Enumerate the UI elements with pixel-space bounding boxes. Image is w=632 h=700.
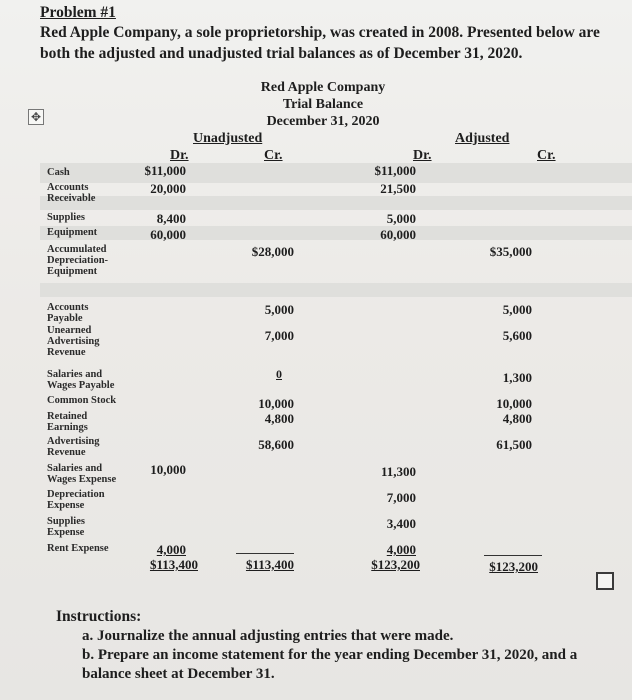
- adjusted-dr-amount: 60,000: [380, 227, 416, 242]
- account-name: Common Stock: [47, 395, 117, 406]
- adjusted-cr-amount: 61,500: [496, 437, 532, 452]
- problem-heading: Problem #1: [40, 4, 116, 21]
- instructions-heading: Instructions:: [56, 608, 142, 625]
- answer-checkbox[interactable]: [596, 572, 614, 590]
- unadjusted-cr-amount: 0: [276, 367, 282, 381]
- adjusted-dr-amount: 5,000: [386, 211, 416, 226]
- adjusted-cr-amount: 5,600: [502, 328, 532, 343]
- unadjusted-cr-amount: 7,000: [264, 328, 294, 343]
- adjusted-dr-amount: 3,400: [386, 516, 416, 531]
- total-rule: [484, 555, 542, 556]
- adjusted-cr-total: $123,200: [489, 559, 538, 574]
- unadjusted-dr-amount: 8,400: [156, 211, 186, 226]
- adjusted-dr-header: Dr.: [413, 148, 432, 163]
- account-name: Equipment: [47, 227, 98, 238]
- account-name: Depreciation Expense: [47, 489, 105, 511]
- unadjusted-cr-amount: 58,600: [258, 437, 294, 452]
- unadjusted-cr-amount: $28,000: [251, 244, 294, 259]
- unadjusted-cr-amount: 10,000: [258, 396, 294, 411]
- account-name: Advertising Revenue: [47, 436, 100, 458]
- adjusted-dr-amount: 4,000: [386, 542, 416, 557]
- account-name: Salaries and Wages Payable: [47, 369, 115, 391]
- unadjusted-cr-amount: 4,800: [264, 411, 294, 426]
- account-name: Salaries and Wages Expense: [47, 463, 117, 485]
- statement-title: Trial Balance: [282, 97, 364, 112]
- company-name: Red Apple Company: [260, 80, 386, 95]
- row-band: [40, 283, 632, 297]
- adjusted-header: Adjusted: [455, 131, 510, 146]
- adjusted-dr-amount: 21,500: [380, 181, 416, 196]
- adjusted-cr-amount: 5,000: [502, 302, 532, 317]
- account-name: Accumulated Depreciation-Equipment: [47, 244, 109, 277]
- adjusted-cr-amount: 10,000: [496, 396, 532, 411]
- unadjusted-cr-header: Cr.: [264, 148, 283, 163]
- adjusted-cr-amount: 4,800: [502, 411, 532, 426]
- instruction-a: a. Journalize the annual adjusting entries that were made.: [82, 628, 454, 644]
- unadjusted-cr-amount: 5,000: [264, 302, 294, 317]
- unadjusted-header: Unadjusted: [193, 131, 263, 146]
- account-name: Supplies Expense: [47, 516, 85, 538]
- adjusted-dr-amount: 7,000: [386, 490, 416, 505]
- unadjusted-dr-amount: 20,000: [150, 181, 186, 196]
- account-name: Accounts Receivable: [47, 182, 96, 204]
- adjusted-cr-amount: $35,000: [489, 244, 532, 259]
- unadjusted-dr-amount: 4,000: [156, 542, 186, 557]
- table-move-handle-icon[interactable]: ✥: [28, 109, 44, 125]
- adjusted-dr-total: $123,200: [371, 557, 420, 572]
- account-name: Retained Earnings: [47, 411, 88, 433]
- unadjusted-dr-header: Dr.: [170, 148, 189, 163]
- account-name: Accounts Payable: [47, 302, 89, 324]
- account-name: Unearned Advertising Revenue: [47, 325, 100, 358]
- instruction-b: b. Prepare an income statement for the year ending December 31, 2020, and a balance sheet at December 31.: [82, 647, 578, 682]
- unadjusted-dr-amount: 60,000: [150, 227, 186, 242]
- unadjusted-dr-total: $113,400: [149, 557, 198, 572]
- account-name: Supplies: [47, 212, 85, 223]
- adjusted-cr-header: Cr.: [537, 148, 556, 163]
- adjusted-dr-amount: 11,300: [380, 464, 416, 479]
- total-rule: [236, 553, 294, 554]
- adjusted-dr-amount: $11,000: [374, 163, 416, 178]
- adjusted-cr-amount: 1,300: [502, 370, 532, 385]
- row-band: [40, 196, 632, 210]
- account-name: Cash: [47, 167, 70, 178]
- unadjusted-dr-amount: $11,000: [144, 163, 186, 178]
- account-name: Rent Expense: [47, 543, 109, 554]
- statement-date: December 31, 2020: [266, 114, 380, 129]
- problem-description: Red Apple Company, a sole proprietorship, was created in 2008. Presented below are both the adjusted and unadjusted trial balances as of December 31, 2020.: [40, 24, 600, 62]
- unadjusted-dr-amount: 10,000: [150, 462, 186, 477]
- unadjusted-cr-total: $113,400: [245, 557, 294, 572]
